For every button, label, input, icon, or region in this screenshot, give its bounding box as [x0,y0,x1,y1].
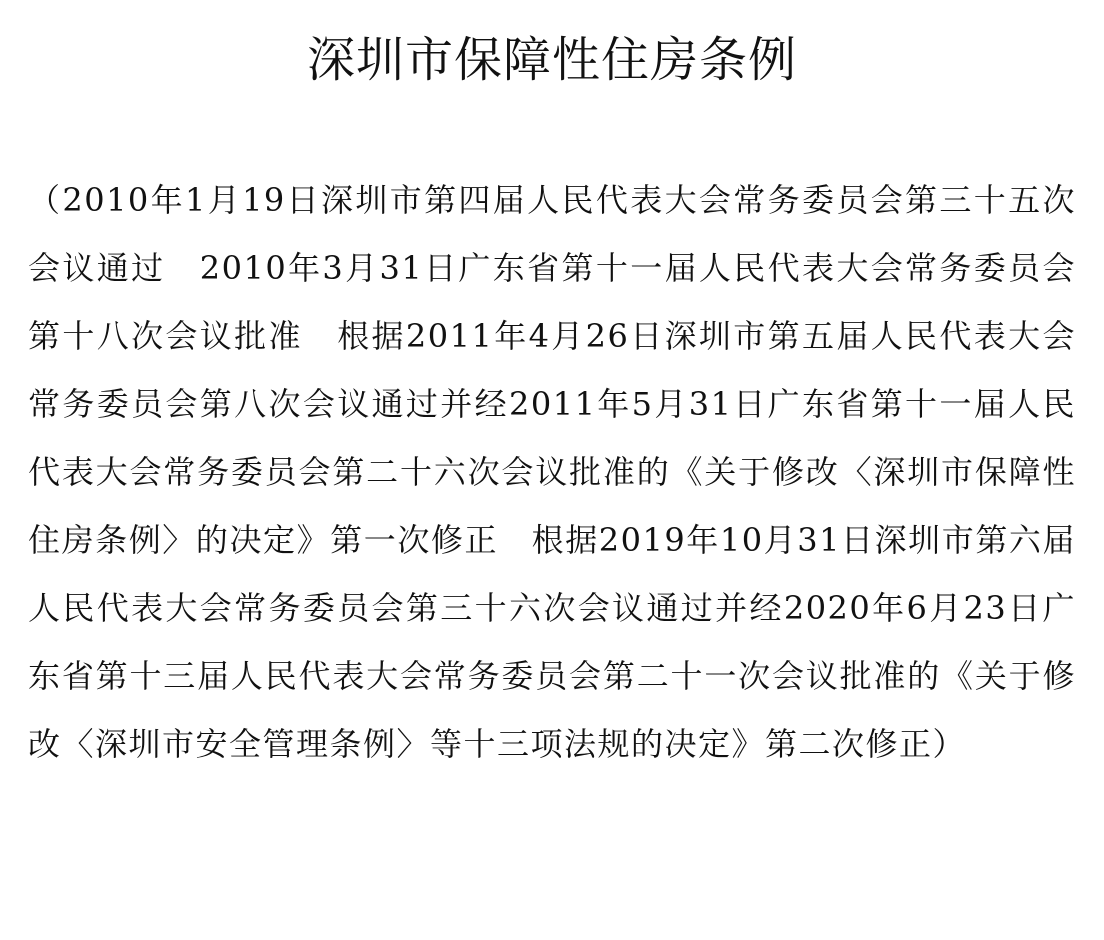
document-title: 深圳市保障性住房条例 [306,32,797,88]
document-preamble: （2010年1月19日深圳市第四届人民代表大会常务委员会第三十五次会议通过 2010年3月31日广东省第十一届人民代表大会常务委员会第十八次会议批准 根据2011年4月26日深圳市第五届人民代表大会常务委员会第八次会议通过并经2011年5月31日广东省第十一届人民代表大会常务委员会第二十六次会议批准的《关于修改〈深圳市保障性住房条例〉的决定》第一次修正 根据2019年10月31日深圳市第六届人民代表大会常务委员会第三十六次会议通过并经2020年6月23日广东省第十三届人民代表大会常务委员会第二十一次会议批准的《关于修改〈深圳市安全管理条例〉等十三项法规的决定》第二次修正） [28,181,1076,763]
